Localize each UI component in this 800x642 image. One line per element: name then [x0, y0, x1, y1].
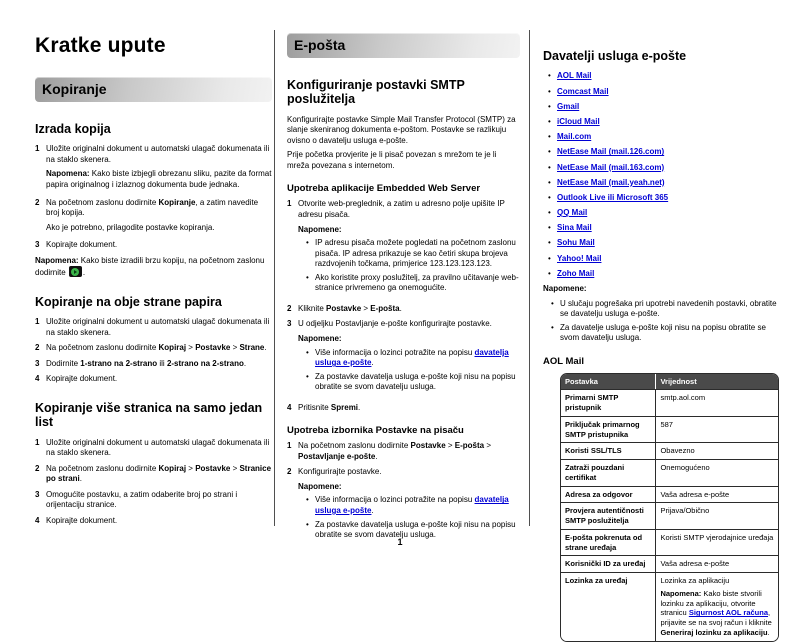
- setting-value-cell: [656, 573, 778, 641]
- setting-name-cell: Zatraži pouzdani certifikat: [561, 460, 656, 486]
- provider-link-item: [548, 132, 779, 142]
- provider-link-item: [548, 208, 779, 218]
- cell-paragraph: Obavezno: [660, 446, 695, 456]
- section-bar: Kopiranje: [35, 77, 272, 102]
- provider-link[interactable]: Gmail: [557, 101, 580, 111]
- step-body: [298, 441, 520, 462]
- bullet-text: Za postavke davatelja usluga e-pošte koji nisu na popisu obratite se svom davatelju usluga.: [315, 371, 516, 392]
- step-body: [46, 516, 272, 527]
- step-text: Omogućite postavku, a zatim odaberite broj po strani i orijentaciju stranice.: [46, 489, 238, 510]
- setting-name-cell: Adresa za odgovor: [561, 487, 656, 503]
- cell-paragraph: Prijava/Obično: [660, 506, 710, 516]
- paragraph: Konfigurirajte postavke Simple Mail Transfer Protocol (SMTP) za slanje skeniranog dokumenta e-poštom. Postavke se razlikuju ovisno o davatelju usluga e-pošte.: [287, 114, 516, 145]
- step-number: 1: [35, 437, 40, 447]
- provider-link[interactable]: Comcast Mail: [557, 86, 609, 96]
- provider-link-item: [548, 178, 779, 188]
- smtp-settings-table: [560, 373, 779, 642]
- paragraph: Napomene:: [298, 481, 342, 491]
- step-number: 1: [35, 144, 40, 154]
- bullet-icon: •: [551, 298, 554, 308]
- step-body: [298, 199, 520, 298]
- paragraph: Napomene:: [298, 333, 342, 343]
- step: [35, 490, 272, 511]
- setting-name-cell: Lozinka za uređaj: [561, 573, 656, 641]
- step-number: 2: [35, 343, 40, 353]
- step-text: Kopirajte dokument.: [46, 240, 118, 250]
- bullet-icon: •: [548, 162, 551, 172]
- bullet-icon: •: [306, 272, 309, 282]
- bullet-icon: •: [548, 253, 551, 263]
- cell-paragraph: Onemogućeno: [660, 463, 710, 473]
- cell-paragraph: smtp.aol.com: [660, 393, 706, 403]
- step-body: [46, 144, 272, 192]
- table-row: [561, 389, 778, 416]
- setting-name-cell: E-pošta pokrenuta od strane uređaja: [561, 530, 656, 556]
- step-text: Pritisnite Spremi.: [298, 402, 361, 412]
- cell-paragraph: Vaša adresa e-pošte: [660, 489, 730, 499]
- bullet-icon: •: [306, 238, 309, 248]
- setting-value-cell: [656, 503, 778, 529]
- paragraph: Napomene:: [543, 284, 587, 293]
- paragraph: Napomene:: [298, 224, 342, 234]
- green-circle: [71, 268, 79, 276]
- step: [35, 438, 272, 459]
- provider-link[interactable]: Sohu Mail: [557, 238, 595, 248]
- bullet-item: [306, 348, 520, 369]
- table-row: [561, 486, 778, 503]
- step: [35, 144, 272, 192]
- provider-link[interactable]: NetEase Mail (mail.126.com): [557, 147, 665, 157]
- bullet-icon: •: [548, 223, 551, 233]
- step: [287, 199, 520, 298]
- step-body: [298, 403, 520, 414]
- paragraph: Prije početka provjerite je li pisač povezan s mrežom te je li mreža povezana s internetom.: [287, 150, 497, 170]
- setting-name-cell: Provjera autentičnosti SMTP poslužitelja: [561, 503, 656, 529]
- step-text: U odjeljku Postavljanje e-pošte konfigurirajte postavke.: [298, 319, 492, 329]
- section-bar: E-pošta: [287, 33, 520, 58]
- bullet-icon: •: [548, 147, 551, 157]
- cell-paragraph: 587: [660, 419, 673, 429]
- provider-link-item: [548, 102, 779, 112]
- provider-link-item: [548, 163, 779, 173]
- setting-name-cell: Koristi SSL/TLS: [561, 443, 656, 459]
- bullet-list: [306, 238, 520, 294]
- setting-name-cell: Priključak primarnog SMTP pristupnika: [561, 417, 656, 443]
- start-icon: [69, 266, 82, 277]
- step: [35, 343, 272, 354]
- step-text: Na početnom zaslonu dodirnite Postavke > E-pošta > Postavljanje e-pošte.: [298, 441, 492, 461]
- provider-link-item: [548, 117, 779, 127]
- provider-link-item: [548, 269, 779, 279]
- step-text: Na početnom zaslonu dodirnite Kopiraj > Postavke > Stranice po strani.: [46, 463, 272, 484]
- sub-heading: AOL Mail: [543, 355, 584, 367]
- step-body: [46, 317, 272, 338]
- bullet-icon: •: [548, 208, 551, 218]
- bullet-icon: •: [548, 238, 551, 248]
- setting-name-cell: Korisnički ID za uređaj: [561, 556, 656, 572]
- page-number: 1: [397, 537, 403, 547]
- step-text: Kliknite Postavke > E-pošta.: [298, 303, 402, 313]
- bullet-list: [306, 348, 520, 393]
- bullet-icon: •: [306, 347, 309, 357]
- step: [287, 467, 520, 545]
- setting-value-cell: [656, 487, 778, 503]
- table-row: [561, 502, 778, 529]
- bullet-text: Za postavke davatelja usluga e-pošte koji nisu na popisu obratite se svom davatelju usluga.: [315, 519, 516, 540]
- sub-heading: Upotreba aplikacije Embedded Web Server: [287, 183, 481, 195]
- provider-link[interactable]: NetEase Mail (mail.yeah.net): [557, 177, 665, 187]
- provider-link[interactable]: AOL Mail: [557, 71, 592, 81]
- step-text: Otvorite web-preglednik, a zatim u adresno polje upišite IP adresu pisača.: [298, 199, 505, 220]
- step-list: [287, 441, 520, 545]
- step-list: [35, 317, 272, 385]
- bullet-text: IP adresu pisača možete pogledati na početnom zaslonu pisača. IP adresa prikazuje se kao četiri skupa brojeva razdvojenih točkama, primjerice 123.123.123.123.: [315, 238, 516, 269]
- column-providers: [543, 33, 779, 642]
- step-text: Na početnom zaslonu dodirnite Kopiranje, a zatim navedite broj kopija.: [46, 197, 259, 218]
- step-number: 1: [35, 317, 40, 327]
- provider-link-item: [548, 223, 779, 233]
- bullet-text: U slučaju pogrešaka pri upotrebi navedenih postavki, obratite se davatelju usluga e-pošte.: [560, 298, 777, 319]
- bullet-text: Ako koristite proxy poslužitelj, za pravilno učitavanje web-stranice privremeno ga onemogućite.: [315, 272, 519, 293]
- bullet-icon: •: [306, 495, 309, 505]
- cell-paragraph: Napomena: Kako biste stvorili lozinku za aplikaciju, otvorite stranicu Sigurnost AOL računa, prijavite se na svoj račun i kliknite Generiraj lozinku za aplikaciju.: [660, 588, 772, 637]
- step-list: [35, 438, 272, 527]
- provider-link-list: [548, 71, 779, 279]
- provider-link-item: [548, 147, 779, 157]
- bullet-item: [551, 323, 779, 344]
- step-text: Uložite originalni dokument u automatski ulagač dokumenata ili na staklo skenera.: [46, 144, 270, 164]
- step-number: 2: [287, 303, 292, 313]
- bullet-item: [306, 273, 520, 294]
- step-number: 4: [287, 402, 292, 412]
- provider-link[interactable]: iCloud Mail: [557, 116, 600, 126]
- step-body: [46, 359, 272, 370]
- provider-link-item: [548, 238, 779, 248]
- bullet-icon: •: [548, 86, 551, 96]
- table-header-cell: Vrijednost: [660, 376, 697, 386]
- step: [35, 516, 272, 527]
- section-heading: Izrada kopija: [35, 122, 111, 136]
- bullet-icon: •: [306, 519, 309, 529]
- bullet-icon: •: [548, 268, 551, 278]
- step-list: [35, 144, 272, 250]
- cell-paragraph: Lozinka za aplikaciju: [660, 576, 730, 586]
- bullet-icon: •: [548, 192, 551, 202]
- step-number: 3: [287, 319, 292, 329]
- provider-link[interactable]: Mail.com: [557, 132, 592, 142]
- provider-link-item: [548, 87, 779, 97]
- step-number: 2: [35, 463, 40, 473]
- step: [35, 240, 272, 251]
- provider-link-item: [548, 254, 779, 264]
- provider-link[interactable]: Zoho Mail: [557, 268, 595, 278]
- bullet-icon: •: [548, 177, 551, 187]
- step-text: Na početnom zaslonu dodirnite Kopiraj > Postavke > Strane.: [46, 343, 267, 353]
- section-heading: Kopiranje na obje strane papira: [35, 294, 222, 309]
- step-number: 1: [287, 441, 292, 451]
- section-heading: Konfiguriranje postavki SMTP poslužitelja: [287, 78, 465, 107]
- table-header-row: [561, 374, 778, 390]
- bullet-text: Više informacija o lozinci potražite na popisu davatelja usluga e-pošte.: [315, 347, 509, 368]
- step: [35, 374, 272, 385]
- provider-link[interactable]: Sina Mail: [557, 223, 592, 233]
- step-text: Konfigurirajte postavke.: [298, 467, 382, 477]
- sub-heading: Upotreba izbornika Postavke na pisaču: [287, 425, 464, 437]
- inline-link[interactable]: davatelja usluga e-pošte: [315, 495, 509, 515]
- bullet-icon: •: [548, 132, 551, 142]
- bullet-text: Za davatelje usluga e-pošte koji nisu na popisu obratite se svom davatelju usluga.: [560, 322, 766, 343]
- step-body: [46, 464, 272, 485]
- table-row: [561, 416, 778, 443]
- step: [35, 359, 272, 370]
- step-body: [46, 343, 272, 354]
- provider-link-item: [548, 71, 779, 81]
- play-triangle: [74, 270, 77, 274]
- step-number: 3: [35, 240, 40, 250]
- step-text: Uložite originalni dokument u automatski ulagač dokumenata ili na staklo skenera.: [46, 437, 270, 458]
- step-number: 1: [287, 199, 292, 209]
- bullet-icon: •: [548, 71, 551, 81]
- provider-link-item: [548, 193, 779, 203]
- step-text: Kopirajte dokument.: [46, 515, 118, 525]
- step-text: Kopirajte dokument.: [46, 374, 118, 384]
- provider-link[interactable]: QQ Mail: [557, 208, 588, 218]
- step: [35, 464, 272, 485]
- step-number: 3: [35, 358, 40, 368]
- setting-value-cell: [656, 443, 778, 459]
- section-heading: Kopiranje više stranica na samo jedan list: [35, 400, 263, 430]
- setting-name-cell: Primarni SMTP pristupnik: [561, 390, 656, 416]
- step-number: 2: [287, 467, 292, 477]
- table-row: [561, 572, 778, 641]
- step-body: [298, 304, 520, 315]
- bullet-list: [306, 495, 520, 540]
- provider-link[interactable]: Yahoo! Mail: [557, 253, 602, 263]
- step: [287, 441, 520, 462]
- step-number: 2: [35, 197, 40, 207]
- step: [287, 403, 520, 414]
- bullet-icon: •: [548, 116, 551, 126]
- column-divider: [529, 30, 530, 526]
- inline-link[interactable]: Sigurnost AOL računa: [688, 608, 769, 618]
- table-row: [561, 442, 778, 459]
- step-list: [287, 199, 520, 413]
- step-number: 4: [35, 374, 40, 384]
- inline-link[interactable]: davatelja usluga e-pošte: [315, 347, 509, 368]
- step: [35, 317, 272, 338]
- step-body: [298, 319, 520, 397]
- table-row: [561, 459, 778, 486]
- provider-link[interactable]: Outlook Live ili Microsoft 365: [557, 192, 669, 202]
- paragraph: Napomena: Kako biste izradili brzu kopiju, na početnom zaslonu dodirnite .: [35, 255, 265, 278]
- setting-value-cell: [656, 556, 778, 572]
- bullet-icon: •: [548, 101, 551, 111]
- paragraph: Ako je potrebno, prilagodite postavke kopiranja.: [46, 222, 215, 232]
- doc-title: Kratke upute: [35, 34, 166, 57]
- bullet-icon: •: [551, 322, 554, 332]
- column-divider: [274, 30, 275, 526]
- cell-paragraph: Koristi SMTP vjerodajnice uređaja: [660, 532, 774, 542]
- step-text: Uložite originalni dokument u automatski ulagač dokumenata ili na staklo skenera.: [46, 317, 270, 337]
- bullet-item: [306, 238, 520, 270]
- bullet-list: [551, 299, 779, 344]
- table-header-cell: Postavka: [561, 374, 656, 390]
- column-copying: [35, 30, 272, 532]
- step-body: [46, 438, 272, 459]
- step-number: 4: [35, 515, 40, 525]
- step-body: [46, 490, 272, 511]
- section-heading: Davatelji usluga e-pošte: [543, 49, 687, 63]
- bullet-icon: •: [306, 371, 309, 381]
- step-body: [46, 198, 272, 236]
- cell-paragraph: Vaša adresa e-pošte: [660, 559, 730, 569]
- step-body: [46, 374, 272, 385]
- step-body: [46, 240, 272, 251]
- step: [287, 304, 520, 315]
- step: [35, 198, 272, 236]
- step-text: Dodirnite 1-strano na 2-strano ili 2-strano na 2-strano.: [46, 358, 247, 368]
- bullet-item: [306, 372, 520, 393]
- setting-value-cell: [656, 390, 778, 416]
- bullet-item: [551, 299, 779, 320]
- step-number: 3: [35, 489, 40, 499]
- column-email: [287, 33, 520, 551]
- step-body: [298, 467, 520, 545]
- step: [287, 319, 520, 397]
- table-row: [561, 555, 778, 572]
- bullet-text: Više informacija o lozinci potražite na popisu davatelja usluga e-pošte.: [315, 495, 509, 515]
- bullet-item: [306, 495, 520, 516]
- provider-link[interactable]: NetEase Mail (mail.163.com): [557, 162, 665, 172]
- setting-value-cell: [656, 417, 778, 443]
- setting-value-cell: [656, 460, 778, 486]
- paragraph: Napomena: Kako biste izbjegli obrezanu sliku, pazite da format papira originalnog i izlaznog dokumenta bude jednaka.: [46, 169, 272, 190]
